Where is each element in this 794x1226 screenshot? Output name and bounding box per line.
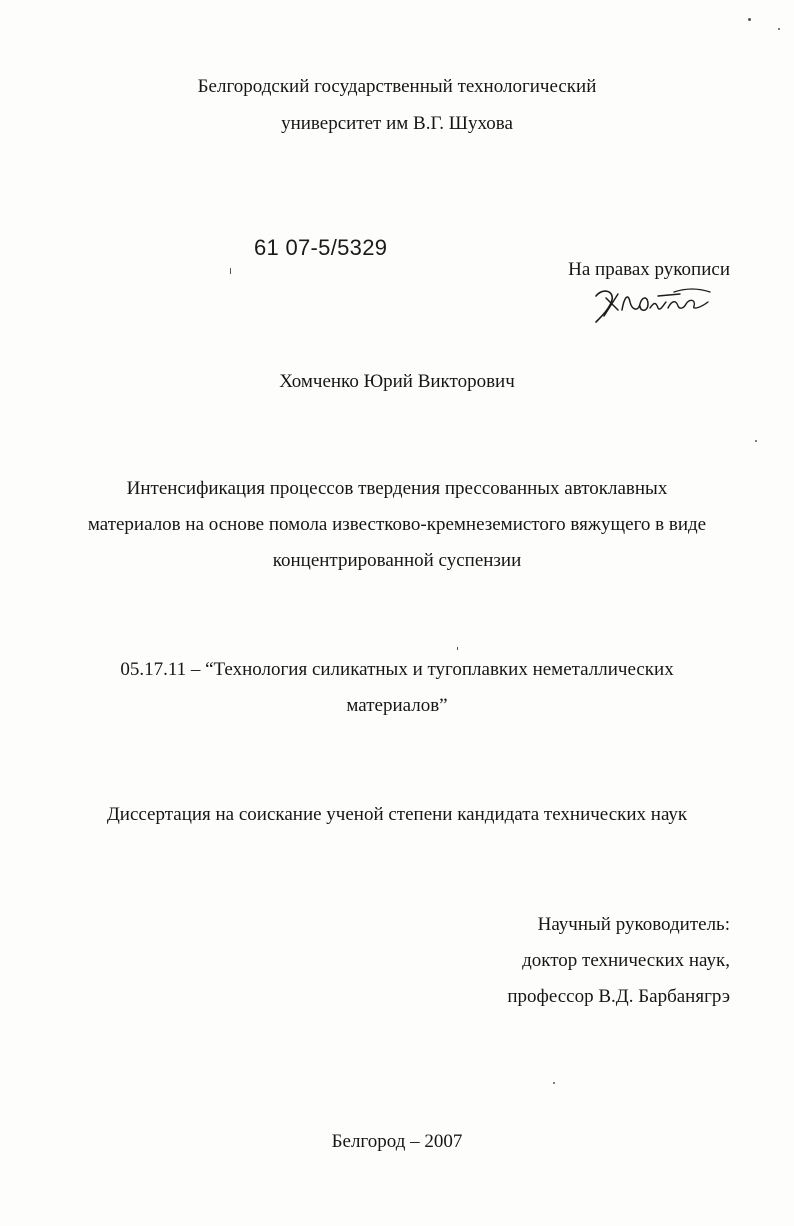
- specialty-line-1: 05.17.11 – “Технология силикатных и тугоплавких неметаллических: [120, 659, 674, 680]
- supervisor-label: Научный руководитель:: [537, 914, 730, 935]
- supervisor-degree: доктор технических наук,: [522, 950, 730, 971]
- degree-line: Диссертация на соискание ученой степени кандидата технических наук: [106, 804, 688, 825]
- title-line-3: концентрированной суспензии: [272, 550, 522, 571]
- specialty-line-2: материалов”: [346, 695, 448, 716]
- scan-speck: [230, 268, 231, 274]
- supervisor-name: профессор В.Д. Барбанягрэ: [507, 986, 730, 1007]
- signature-icon: [588, 282, 716, 326]
- scan-speck: [457, 647, 458, 650]
- author-name: Хомченко Юрий Викторович: [279, 371, 515, 392]
- scan-speck: [778, 28, 780, 30]
- archive-number: 61 07-5/5329: [254, 235, 388, 260]
- manuscript-rights: На правах рукописи: [568, 259, 730, 280]
- scan-speck: [755, 440, 757, 442]
- title-line-1: Интенсификация процессов твердения прессованных автоклавных: [126, 478, 668, 499]
- city-year: Белгород – 2007: [331, 1131, 463, 1152]
- university-line-2: университет им В.Г. Шухова: [281, 113, 513, 134]
- title-line-2: материалов на основе помола известково-кремнеземистого вяжущего в виде: [87, 514, 707, 535]
- university-line-1: Белгородский государственный технологический: [197, 76, 597, 97]
- scan-speck: [553, 1082, 555, 1084]
- scan-speck: [748, 18, 751, 21]
